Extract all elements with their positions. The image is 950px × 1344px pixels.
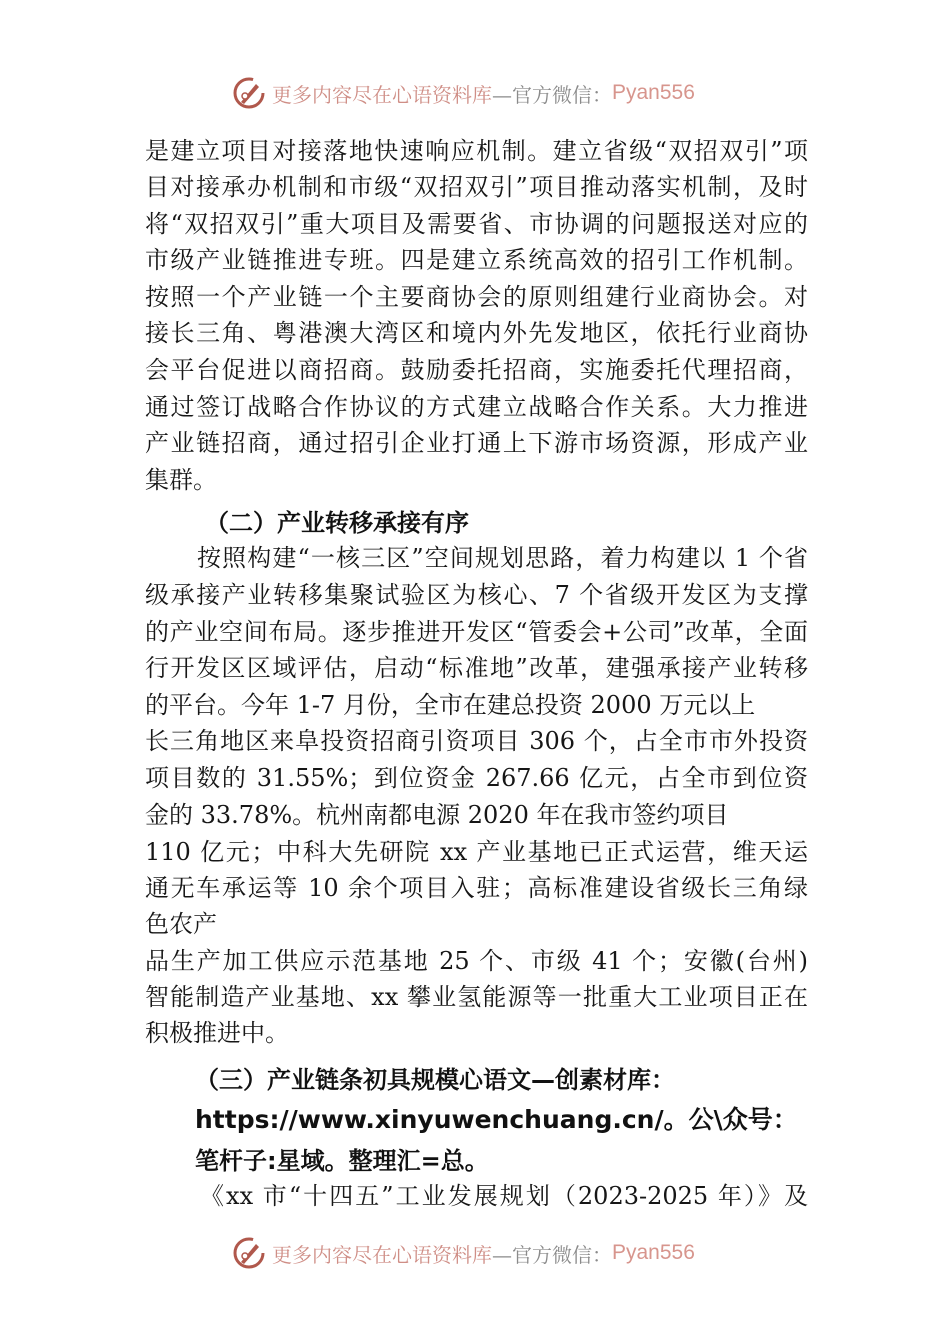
paragraph-line: 市级产业链推进专班。四是建立系统高效的招引工作机制。 [145, 246, 808, 274]
section-heading-2: （二）产业转移承接有序 [205, 509, 469, 537]
paragraph-line: 长三角地区来阜投资招商引资项目 306 个，占全市市外投资 [145, 727, 808, 755]
paragraph-line: 是建立项目对接落地快速响应机制。建立省级“双招双引”项 [145, 137, 808, 165]
paragraph-line: 品生产加工供应示范基地 25 个、市级 41 个；安徽(台州) [145, 947, 808, 975]
paragraph-line: 产业链招商，通过招引企业打通上下游市场资源，形成产业 [145, 429, 808, 457]
paragraph-line: 的产业空间布局。逐步推进开发区“管委会+公司”改革，全面 [145, 618, 808, 646]
paragraph-line: 按照一个产业链一个主要商协会的原则组建行业商协会。对 [145, 283, 808, 311]
paragraph-line: 集群。 [145, 466, 217, 494]
paragraph-line: 按照构建“一核三区”空间规划思路，着力构建以 1 个省 [197, 544, 808, 572]
watermark-wechat-label: —官方微信： [492, 1242, 612, 1267]
paragraph-line: 的平台。今年 1-7 月份，全市在建总投资 2000 万元以上 [145, 691, 756, 719]
paragraph-line: 110 亿元；中科大先研院 xx 产业基地已正式运营，维天运 [145, 838, 808, 866]
paragraph-line: 智能制造产业基地、xx 攀业氢能源等一批重大工业项目正在 [145, 983, 808, 1011]
paragraph-line: 通无车承运等 10 余个项目入驻；高标准建设省级长三角绿 [145, 874, 808, 902]
paragraph-line: 积极推进中。 [145, 1019, 289, 1047]
watermark-wechat-label: —官方微信： [492, 82, 612, 107]
watermark-text: 更多内容尽在心语资料库 [272, 82, 492, 107]
watermark-header [232, 76, 695, 110]
paragraph-line: 行开发区区域评估，启动“标准地”改革，建强承接产业转移 [145, 654, 808, 682]
paragraph-line: 《xx 市“十四五”工业发展规划（2023-2025 年）》及 [200, 1182, 808, 1210]
heading-3-note-line: 笔杆子:星域。整理汇=总。 [195, 1147, 489, 1175]
paragraph-line: 目对接承办机制和市级“双招双引”项目推动落实机制，及时 [145, 173, 808, 201]
paragraph-line: 色农产 [145, 910, 217, 938]
watermark-account: Pyan556 [612, 81, 695, 104]
heading-3-url-line: https://www.xinyuwenchuang.cn/。公\众号： [195, 1105, 798, 1134]
pen-logo-icon [232, 76, 266, 110]
paragraph-line: 级承接产业转移集聚试验区为核心、7 个省级开发区为支撑 [145, 581, 808, 609]
paragraph-line: 通过签订战略合作协议的方式建立战略合作关系。大力推进 [145, 393, 808, 421]
paragraph-line: 会平台促进以商招商。鼓励委托招商，实施委托代理招商， [145, 356, 808, 384]
pen-logo-icon [232, 1236, 266, 1270]
paragraph-line: 金的 33.78%。杭州南都电源 2020 年在我市签约项目 [145, 801, 729, 829]
paragraph-line: 接长三角、粤港澳大湾区和境内外先发地区，依托行业商协 [145, 319, 808, 347]
watermark-footer [232, 1236, 695, 1270]
watermark-text: 更多内容尽在心语资料库 [272, 1242, 492, 1267]
paragraph-line: 项目数的 31.55%；到位资金 267.66 亿元，占全市到位资 [145, 764, 808, 792]
watermark-account: Pyan556 [612, 1241, 695, 1264]
section-heading-3: （三）产业链条初具规模心语文—创素材库： [195, 1066, 675, 1094]
paragraph-line: 将“双招双引”重大项目及需要省、市协调的问题报送对应的 [145, 210, 808, 238]
